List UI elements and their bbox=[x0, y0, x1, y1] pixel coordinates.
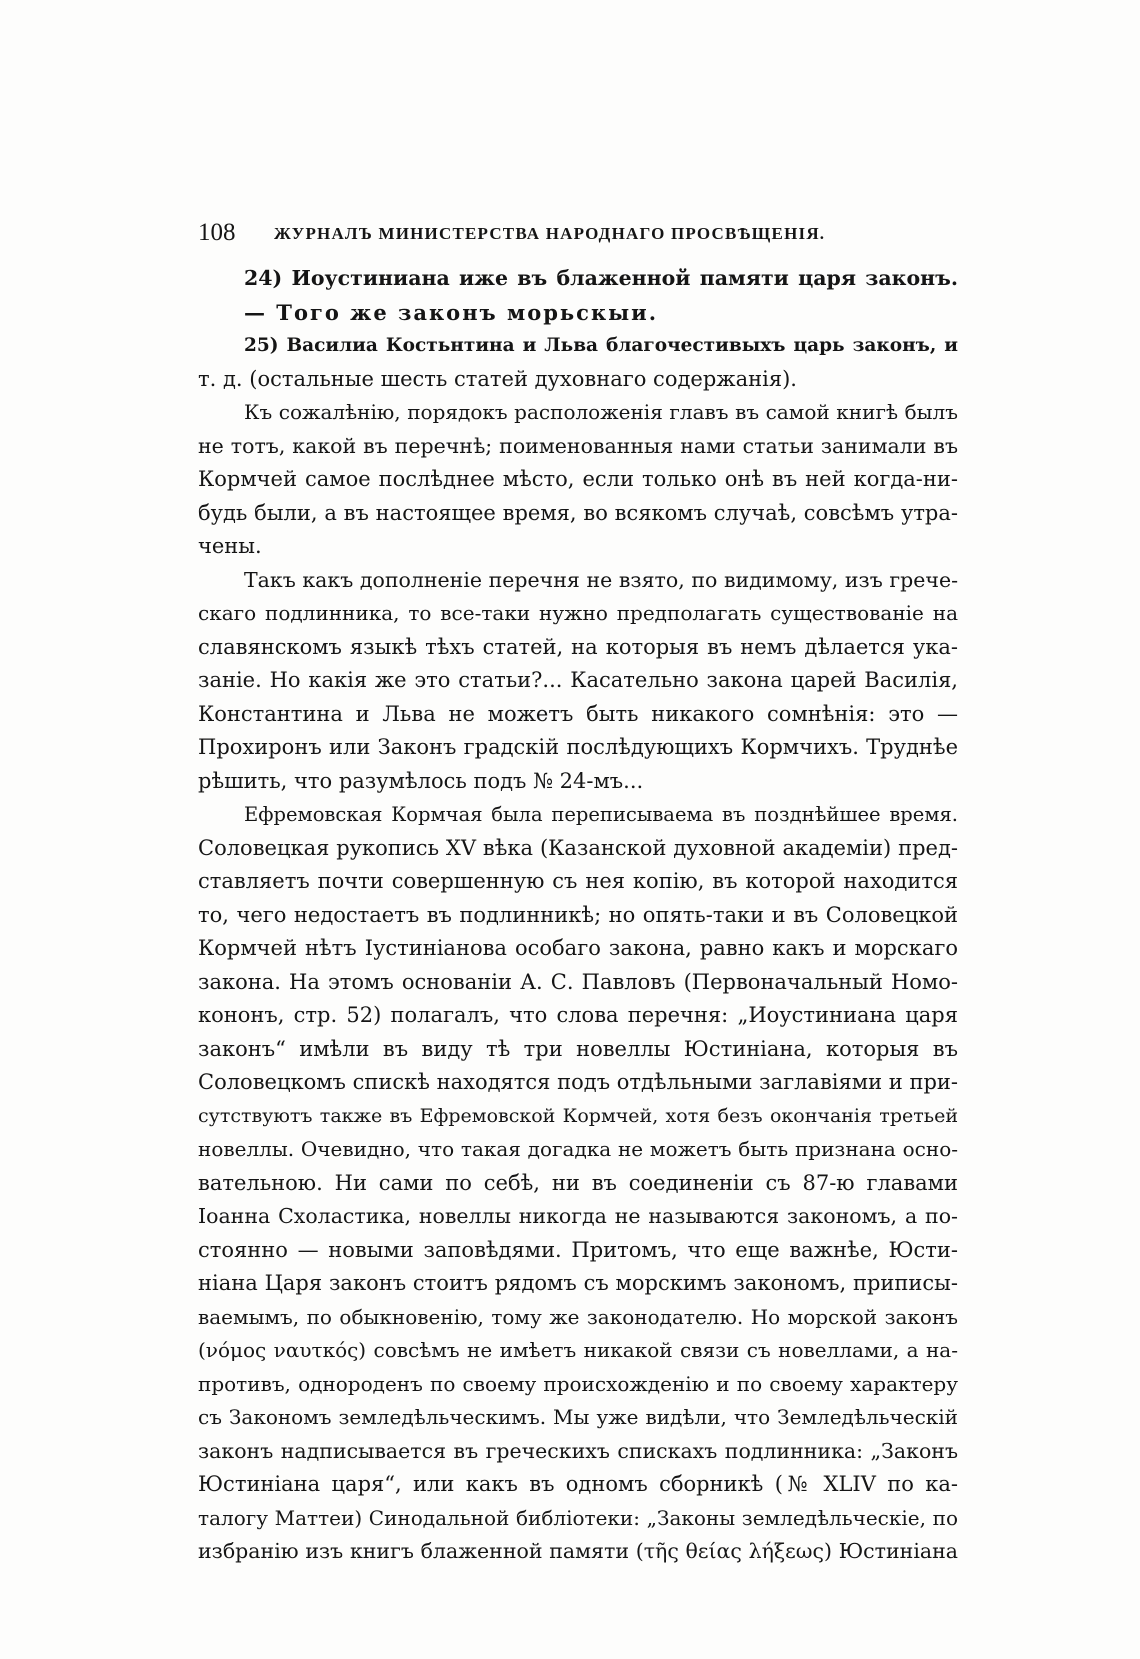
text-line: Кормчей нѣтъ Іустиніанова особаго закона, равно какъ и морскаго bbox=[198, 936, 958, 960]
text-line: рѣшить, что разумѣлось подъ № 24-мъ... bbox=[198, 768, 644, 793]
body-text bbox=[198, 262, 958, 1569]
running-head: ЖУРНАЛЪ МИНИСТЕРСТВА НАРОДНАГО ПРОСВѢЩЕНІЯ. bbox=[274, 224, 826, 243]
text-line: кононъ, стр. 52) полагалъ, что слова перечня: „Иоустиниана царя bbox=[198, 1003, 958, 1027]
text-line: закона. На этомъ основаніи А. С. Павловъ (Первоначальный Номо- bbox=[198, 969, 958, 994]
text-line: не тотъ, какой въ перечнѣ; поименованныя нами статьи занимали въ bbox=[198, 433, 958, 458]
text-line: 24) Иоустиниана иже въ блаженной памяти царя законъ. bbox=[244, 266, 958, 290]
text-line: (νόμος ναυτκός) совсѣмъ не имѣетъ никакой связи съ новеллами, а на- bbox=[198, 1338, 958, 1362]
text-line: скаго подлинника, то все-таки нужно предполагать существованіе на bbox=[198, 601, 958, 625]
text-line: заніе. Но какія же это статьи?... Касательно закона царей Василія, bbox=[198, 668, 958, 692]
text-line: законъ надписывается въ греческихъ спискахъ подлинника: „Законъ bbox=[198, 1438, 958, 1463]
text-line: ставляетъ почти совершенную съ нея копію, въ которой находится bbox=[198, 869, 958, 893]
text-line: противъ, однороденъ по своему происхожденію и по своему характеру bbox=[198, 1371, 958, 1396]
text-line: Прохиронъ или Законъ градскій послѣдующихъ Кормчихъ. Труднѣе bbox=[198, 735, 958, 759]
page-number: 108 bbox=[198, 219, 236, 246]
text-line: — Того же законъ морьскыи. bbox=[244, 299, 659, 325]
text-line: вательною. Ни сами по себѣ, ни въ соединеніи съ 87-ю главами bbox=[198, 1170, 958, 1195]
text-line: съ Закономъ земледѣльческимъ. Мы уже видѣли, что Земледѣльческій bbox=[198, 1405, 958, 1429]
text-line: талогу Маттеи) Синодальной библіотеки: „Законы земледѣльческіе, по bbox=[198, 1505, 958, 1530]
text-line: 25) Василиа Костьнтина и Льва благочестивыхъ царь законъ, и bbox=[244, 335, 958, 356]
text-line: ваемымъ, по обыкновенію, тому же законодателю. Но морской законъ bbox=[198, 1304, 958, 1329]
text-line: Къ сожалѣнію, порядокъ расположенія главъ въ самой книгѣ былъ bbox=[244, 400, 958, 424]
text-line: законъ“ имѣли въ виду тѣ три новеллы Юстиніана, которыя въ bbox=[198, 1036, 958, 1061]
text-line: новеллы. Очевидно, что такая догадка не можетъ быть признана осно- bbox=[198, 1137, 958, 1161]
text-line: то, чего недостаетъ въ подлинникѣ; но опять-таки и въ Соловецкой bbox=[198, 902, 958, 927]
text-line: Кормчей самое послѣднее мѣсто, если только онѣ въ ней когда-ни- bbox=[198, 467, 958, 491]
text-line: Соловецкомъ спискѣ находятся подъ отдѣльными заглавіями и при- bbox=[198, 1070, 958, 1094]
text-line: ніана Царя законъ стоитъ рядомъ съ морскимъ закономъ, приписы- bbox=[198, 1271, 958, 1295]
text-line: Такъ какъ дополненіе перечня не взято, по видимому, изъ грече- bbox=[244, 567, 958, 592]
text-line: Соловецкая рукопись XV вѣка (Казанской духовной академіи) пред- bbox=[198, 835, 958, 860]
page-header bbox=[198, 216, 958, 250]
text-line: Іоанна Схоластика, новеллы никогда не называются закономъ, а по- bbox=[198, 1204, 958, 1228]
text-line: Юстиніана царя“, или какъ въ одномъ сборникѣ (№ XLIV по ка- bbox=[198, 1472, 958, 1496]
text-line: Константина и Льва не можетъ быть никакого сомнѣнія: это — bbox=[198, 701, 958, 726]
text-line: будь были, а въ настоящее время, во всякомъ случаѣ, совсѣмъ утра- bbox=[198, 500, 958, 525]
text-line: т. д. (остальные шесть статей духовнаго содержанія). bbox=[198, 366, 797, 391]
text-line: чены. bbox=[198, 534, 262, 558]
text-line: избранію изъ книгъ блаженной памяти (τῆς θείας λήξεως) Юстиніана bbox=[198, 1539, 958, 1563]
text-line: стоянно — новыми заповѣдями. Притомъ, что еще важнѣе, Юсти- bbox=[198, 1237, 958, 1262]
text-line: славянскомъ языкѣ тѣхъ статей, на которыя въ немъ дѣлается ука- bbox=[198, 634, 958, 659]
text-line: Ефремовская Кормчая была переписываема въ позднѣйшее время. bbox=[244, 803, 958, 826]
text-line: сутствуютъ также въ Ефремовской Кормчей, хотя безъ окончанія третьей bbox=[198, 1104, 958, 1127]
